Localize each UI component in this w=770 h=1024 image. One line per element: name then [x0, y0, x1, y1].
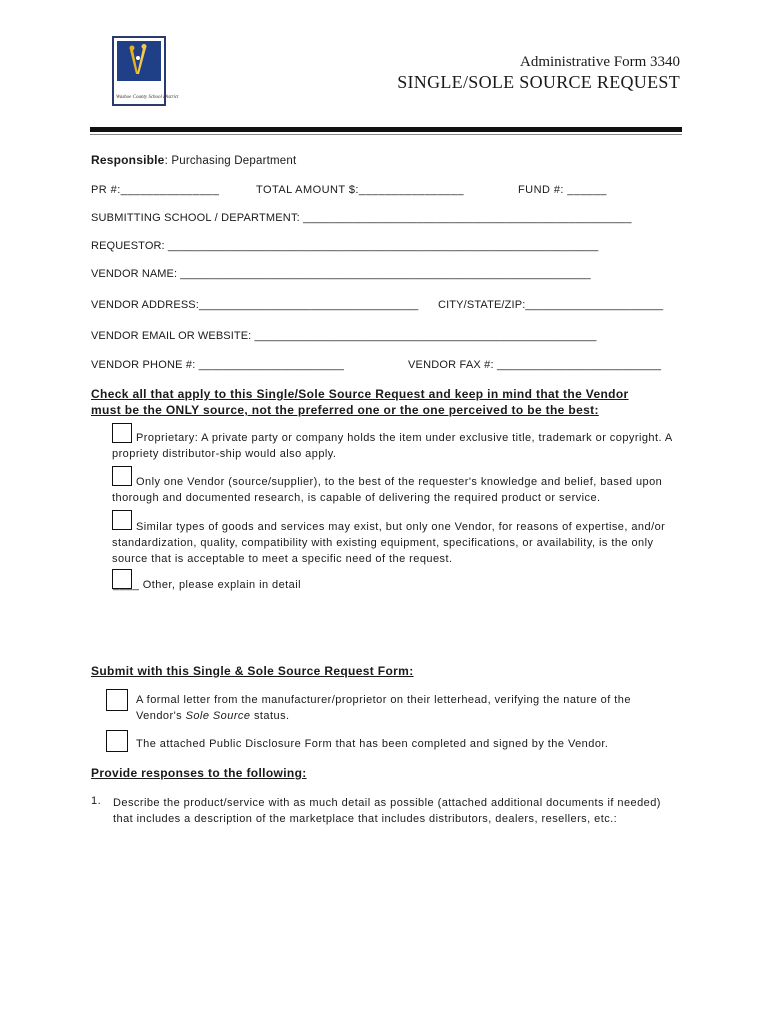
similar-goods-option-text: Similar types of goods and services may exist, but only one Vendor, for reasons of expertise, and/or standardization, quality, compatibility with existing equipment, specifications, or availability, is the only source that is acceptable to meet a specific need of the request. — [112, 521, 666, 565]
public-disclosure-text: The attached Public Disclosure Form that has been completed and signed by the Vendor. — [136, 738, 609, 750]
formal-letter-text-2 — [136, 710, 290, 722]
formal-letter-checkbox[interactable] — [106, 689, 128, 711]
pr-number-field[interactable]: PR #:_______________ — [91, 184, 220, 196]
public-disclosure-checkbox[interactable] — [106, 730, 128, 752]
submit-section-heading: Submit with this Single & Sole Source Request Form: — [91, 664, 414, 678]
form-number: Administrative Form 3340 — [520, 54, 680, 70]
question-1-text: Describe the product/service with as much detail as possible (attached additional documents if needed) that includes a description of the marketplace that includes distributors, dealers, resellers, etc.: — [113, 797, 661, 825]
proprietary-option-text: Proprietary: A private party or company holds the item under exclusive title, trademark or copyright. A propriety distributor-ship would also apply. — [112, 432, 673, 460]
page-title: SINGLE/SOLE SOURCE REQUEST — [397, 72, 680, 92]
requestor-field[interactable]: REQUESTOR: _____________________________________________________________________ — [91, 240, 599, 252]
formal-letter-text-vendor: Vendor's — [136, 710, 186, 722]
other-option-text: ____ Other, please explain in detail — [113, 579, 302, 591]
formal-letter-text-status: status. — [250, 710, 290, 722]
total-amount-field[interactable]: TOTAL AMOUNT $:________________ — [256, 184, 465, 196]
header-divider — [90, 127, 682, 132]
sole-source-emphasis: Sole Source — [185, 710, 251, 722]
vendor-fax-field[interactable]: VENDOR FAX #: __________________________ — [408, 359, 662, 371]
formal-letter-text-1: A formal letter from the manufacturer/proprietor on their letterhead, verifying the nature of the — [136, 694, 631, 706]
responsible-row — [91, 153, 296, 167]
vendor-name-field[interactable]: VENDOR NAME: __________________________________________________________________ — [91, 268, 591, 280]
check-section-heading-1: Check all that apply to this Single/Sole Source Request and keep in mind that the Vendor — [91, 387, 629, 401]
responsible-label: Responsible — [91, 153, 165, 167]
vendor-email-field[interactable]: VENDOR EMAIL OR WEBSITE: _______________________________________________________ — [91, 330, 597, 342]
vendor-phone-field[interactable]: VENDOR PHONE #: _______________________ — [91, 359, 345, 371]
logo-figures-icon — [128, 44, 148, 78]
question-1-number: 1. — [91, 795, 102, 807]
only-one-vendor-option-text: Only one Vendor (source/supplier), to the best of the requester's knowledge and belief, based upon thorough and documented research, is capable of delivering the required product or service. — [112, 476, 663, 504]
submitting-school-field[interactable]: SUBMITTING SCHOOL / DEPARTMENT: ____________________________________________________ — [91, 212, 632, 224]
responsible-value: : Purchasing Department — [164, 155, 297, 167]
logo-text: Washoe County School District — [116, 95, 179, 100]
city-state-zip-field[interactable]: CITY/STATE/ZIP:______________________ — [438, 299, 664, 311]
responses-heading: Provide responses to the following: — [91, 766, 307, 780]
check-section-heading-2: must be the ONLY source, not the preferred one or the one perceived to be the best: — [91, 403, 599, 417]
fund-number-field[interactable]: FUND #: ______ — [518, 184, 607, 196]
header-divider-thin — [90, 134, 682, 135]
district-logo — [112, 36, 179, 106]
vendor-address-field[interactable]: VENDOR ADDRESS:___________________________________ — [91, 299, 419, 311]
